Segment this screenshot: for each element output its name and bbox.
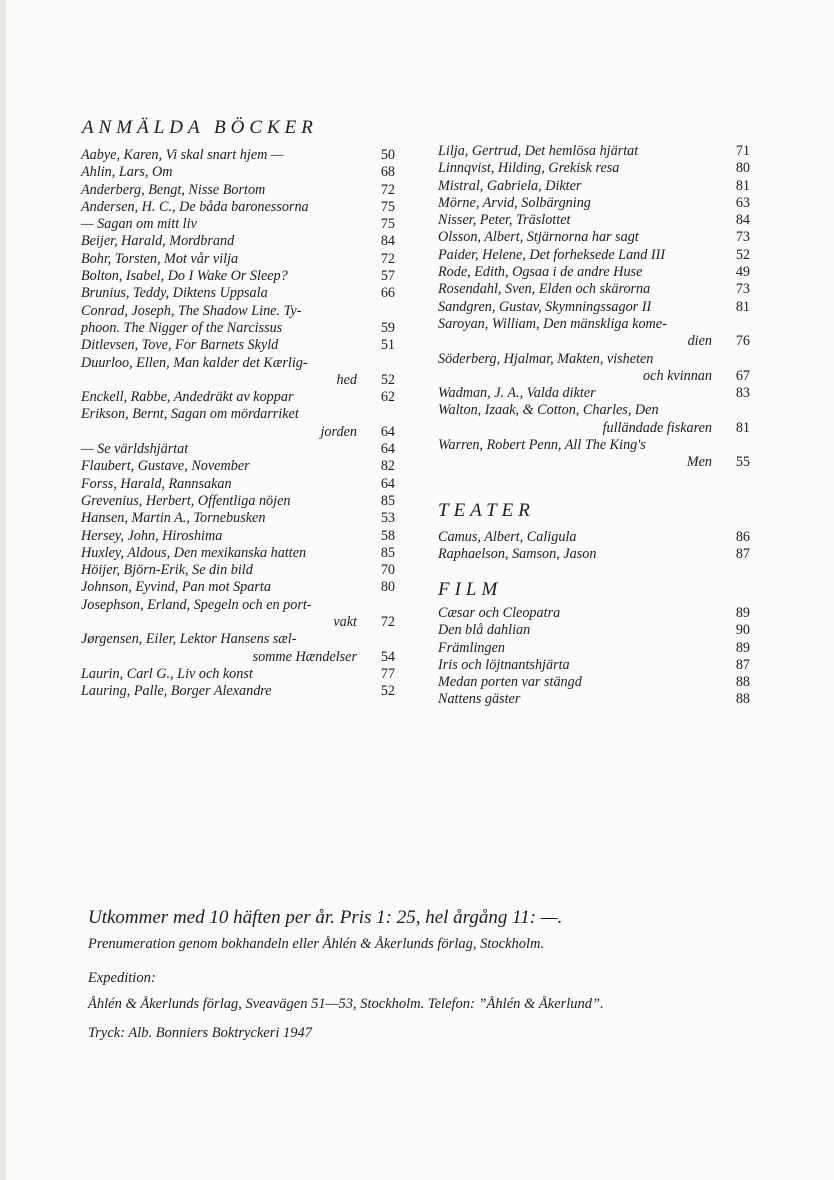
entry-text: Enckell, Rabbe, Andedräkt av koppar: [81, 389, 294, 406]
page-number: 50: [380, 147, 395, 163]
entry-text: Söderberg, Hjalmar, Makten, visheten: [438, 350, 654, 367]
page-number: 75: [380, 198, 395, 215]
page-number: 80: [380, 579, 395, 596]
index-entry: [81, 683, 395, 700]
page-number: 53: [380, 510, 395, 527]
entry-text: Hansen, Martin A., Tornebusken: [81, 510, 266, 527]
index-entry: [438, 316, 750, 351]
index-entry: [81, 631, 395, 666]
index-entry: [438, 229, 750, 246]
page-number: 59: [380, 319, 395, 336]
index-entry: [81, 182, 395, 199]
index-entry: [438, 281, 750, 298]
page-number: 90: [735, 622, 750, 639]
index-entry: [438, 674, 750, 691]
page-number: 64: [380, 475, 395, 492]
page-number: 81: [735, 419, 750, 436]
index-entry: [438, 385, 750, 402]
index-entry: [438, 402, 750, 437]
index-entry: [81, 510, 395, 527]
page-number: 88: [735, 691, 750, 708]
index-entry: [438, 605, 750, 622]
page-number: 84: [735, 212, 750, 229]
teater-section-title: TEATER: [438, 500, 535, 521]
index-entry: [81, 666, 395, 683]
entry-continuation: somme Hændelser: [252, 648, 357, 665]
index-entry: [438, 160, 750, 177]
index-entry: [81, 147, 395, 164]
index-entry: [81, 528, 395, 545]
entry-text: — Sagan om mitt liv: [81, 216, 197, 233]
index-entry: [81, 355, 395, 390]
index-entry: [438, 546, 750, 563]
page-number: 55: [735, 454, 750, 471]
page-number: 52: [735, 246, 750, 263]
entry-text: Saroyan, William, Den mänskliga kome-: [438, 315, 667, 332]
index-entry: [81, 545, 395, 562]
page-number: 68: [380, 164, 395, 181]
entry-text: Mistral, Gabriela, Dikter: [438, 177, 582, 194]
index-entry: [81, 389, 395, 406]
index-entry: [438, 195, 750, 212]
teater-list: [438, 529, 750, 564]
page-number: 51: [380, 337, 395, 354]
page-number: 87: [735, 546, 750, 563]
page-number: 64: [380, 441, 395, 458]
page-number: 71: [735, 143, 750, 159]
page-number: 86: [735, 529, 750, 545]
entry-text: Bohr, Torsten, Mot vår vilja: [81, 250, 239, 267]
index-entry: [438, 247, 750, 264]
index-entry: [81, 579, 395, 596]
entry-continuation: jorden: [320, 423, 357, 440]
entry-text: Raphaelson, Samson, Jason: [438, 546, 597, 563]
page-number: 81: [735, 298, 750, 315]
entry-continuation: Men: [686, 454, 712, 471]
page-number: 73: [735, 281, 750, 298]
page-number: 63: [735, 194, 750, 211]
entry-continuation: och kvinnan: [643, 367, 712, 384]
entry-text: Rode, Edith, Ogsaa i de andre Huse: [438, 264, 643, 281]
index-entry: [438, 178, 750, 195]
entry-text: Flaubert, Gustave, November: [81, 458, 250, 475]
page-number: 77: [380, 665, 395, 682]
index-entry: [438, 437, 750, 472]
page-number: 62: [380, 389, 395, 406]
index-entry: [438, 691, 750, 708]
index-entry: [81, 285, 395, 302]
page-number: 75: [380, 216, 395, 233]
page-number: 66: [380, 285, 395, 302]
entry-text: phoon. The Nigger of the Narcissus: [81, 319, 283, 336]
page-number: 72: [380, 181, 395, 198]
index-entry: [81, 493, 395, 510]
index-entry: [81, 406, 395, 441]
index-entry: [81, 233, 395, 250]
page-number: 64: [380, 423, 395, 440]
page-number: 81: [735, 177, 750, 194]
page-number: 52: [380, 683, 395, 700]
index-entry: [438, 212, 750, 229]
index-entry: [81, 199, 395, 216]
page-number: 89: [735, 605, 750, 621]
index-entry: [438, 657, 750, 674]
page-number: 83: [735, 385, 750, 402]
entry-text: Främlingen: [438, 639, 505, 656]
entry-text: Lauring, Palle, Borger Alexandre: [81, 683, 272, 700]
entry-continuation: hed: [336, 371, 357, 388]
entry-text: Rosendahl, Sven, Elden och skärorna: [438, 281, 651, 298]
entry-text: Iris och löjtnantshjärta: [438, 656, 570, 673]
index-entry: [438, 351, 750, 386]
index-entry: [81, 303, 395, 320]
index-entry: [438, 264, 750, 281]
index-entry: [81, 320, 395, 337]
entry-text: Warren, Robert Penn, All The King's: [438, 437, 646, 454]
index-entry: [438, 299, 750, 316]
page-number: 52: [380, 371, 395, 388]
entry-continuation: vakt: [333, 614, 357, 631]
page-number: 85: [380, 544, 395, 561]
entry-text: Wadman, J. A., Valda dikter: [438, 385, 596, 402]
index-entry: [81, 441, 395, 458]
index-entry: [438, 622, 750, 639]
subscription-price-line: Utkommer med 10 häften per år. Pris 1: 25, hel årgång 11: —.: [88, 907, 563, 928]
page-number: 89: [735, 639, 750, 656]
expedition-address: Åhlén & Åkerlunds förlag, Sveavägen 51—53, Stockholm. Telefon: ”Åhlén & Åkerlund”.: [88, 996, 604, 1012]
film-list: [438, 605, 750, 709]
entry-text: Paider, Helene, Det forheksede Land III: [438, 246, 666, 263]
entry-text: Jørgensen, Eiler, Lektor Hansens sæl-: [81, 631, 297, 648]
page-number: 72: [380, 614, 395, 631]
index-entry: [81, 458, 395, 475]
page-number: 88: [735, 674, 750, 691]
entry-text: Conrad, Joseph, The Shadow Line. Ty-: [81, 302, 302, 319]
entry-text: Huxley, Aldous, Den mexikanska hatten: [81, 544, 307, 561]
page-number: 73: [735, 229, 750, 246]
entry-text: Josephson, Erland, Spegeln och en port-: [81, 596, 312, 613]
entry-continuation: dien: [687, 333, 712, 350]
entry-text: Anderberg, Bengt, Nisse Bortom: [81, 181, 266, 198]
entry-text: Aabye, Karen, Vi skal snart hjem —: [81, 147, 284, 163]
entry-text: Forss, Harald, Rannsakan: [81, 475, 232, 492]
index-entry: [438, 640, 750, 657]
page-number: 80: [735, 160, 750, 177]
index-entry: [81, 251, 395, 268]
entry-text: Johnson, Eyvind, Pan mot Sparta: [81, 579, 271, 596]
page-number: 84: [380, 233, 395, 250]
entry-text: Sandgren, Gustav, Skymningssagor II: [438, 298, 652, 315]
page-number: 72: [380, 250, 395, 267]
entry-continuation: fulländade fiskaren: [602, 419, 712, 436]
entry-text: Walton, Izaak, & Cotton, Charles, Den: [438, 402, 659, 419]
page-number: 87: [735, 656, 750, 673]
index-entry: [81, 597, 395, 632]
printer-line: Tryck: Alb. Bonniers Boktryckeri 1947: [88, 1025, 313, 1041]
entry-text: Grevenius, Herbert, Offentliga nöjen: [81, 492, 291, 509]
entry-text: Lilja, Gertrud, Det hemlösa hjärtat: [438, 143, 639, 159]
index-entry: [81, 164, 395, 181]
subscription-info-line: Prenumeration genom bokhandeln eller Åhlén & Åkerlunds förlag, Stockholm.: [88, 936, 545, 952]
page-number: 85: [380, 492, 395, 509]
index-entry: [438, 143, 750, 160]
books-right-column: [438, 143, 750, 472]
index-entry: [438, 529, 750, 546]
entry-text: Medan porten var stängd: [438, 674, 582, 691]
page-number: 54: [380, 648, 395, 665]
index-entry: [81, 268, 395, 285]
entry-text: Nattens gäster: [438, 691, 521, 708]
index-entry: [81, 562, 395, 579]
page-number: 58: [380, 527, 395, 544]
page-number: 82: [380, 458, 395, 475]
entry-text: Andersen, H. C., De båda baronessorna: [81, 198, 309, 215]
entry-text: Erikson, Bernt, Sagan om mördarriket: [81, 406, 299, 423]
entry-text: Mörne, Arvid, Solbärgning: [438, 194, 591, 211]
expedition-label: Expedition:: [88, 970, 156, 986]
page-number: 76: [735, 333, 750, 350]
entry-text: Brunius, Teddy, Diktens Uppsala: [81, 285, 268, 302]
entry-text: Bolton, Isabel, Do I Wake Or Sleep?: [81, 268, 288, 285]
entry-text: Cæsar och Cleopatra: [438, 605, 561, 621]
index-entry: [81, 476, 395, 493]
entry-text: Linnqvist, Hilding, Grekisk resa: [438, 160, 620, 177]
entry-text: Den blå dahlian: [438, 622, 531, 639]
entry-text: Olsson, Albert, Stjärnorna har sagt: [438, 229, 639, 246]
entry-text: Ahlin, Lars, Om: [81, 164, 173, 181]
page-number: 70: [380, 562, 395, 579]
entry-text: Beijer, Harald, Mordbrand: [81, 233, 235, 250]
entry-text: Nisser, Peter, Träslottet: [438, 212, 571, 229]
page-number: 57: [380, 268, 395, 285]
index-entry: [81, 216, 395, 233]
books-left-column: [81, 147, 395, 701]
page-edge: [0, 0, 6, 1180]
entry-text: Laurin, Carl G., Liv och konst: [81, 665, 253, 682]
entry-text: Camus, Albert, Caligula: [438, 529, 577, 545]
books-section-title: ANMÄLDA BÖCKER: [82, 117, 318, 138]
entry-text: — Se världshjärtat: [81, 441, 189, 458]
index-entry: [81, 337, 395, 354]
page-number: 67: [735, 367, 750, 384]
entry-text: Ditlevsen, Tove, For Barnets Skyld: [81, 337, 279, 354]
film-section-title: FILM: [438, 579, 503, 600]
page-number: 49: [735, 264, 750, 281]
entry-text: Höijer, Björn-Erik, Se din bild: [81, 562, 253, 579]
entry-text: Hersey, John, Hiroshima: [81, 527, 223, 544]
entry-text: Duurloo, Ellen, Man kalder det Kærlig-: [81, 354, 308, 371]
